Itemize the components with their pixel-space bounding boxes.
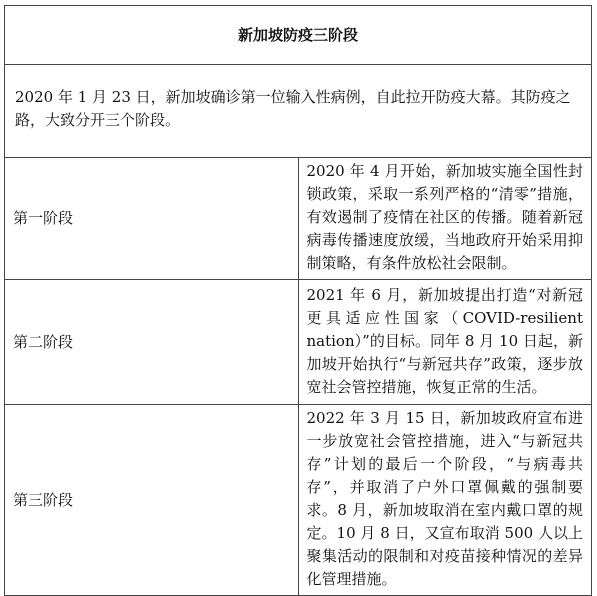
stage-row-3 xyxy=(5,405,592,596)
stage-3-text: 2022 年 3 月 15 日，新加坡政府宣布进一步放宽社会管控措施，进入“与新冠共存”计划的最后一个阶段，“与病毒共存”，并取消了户外口罩佩戴的强制要求。8 月，新加坡取消在室内戴口罩的规定。10 月 8 日，又宣布取消 500 人以上聚集活动的限制和对疫苗接种情况的差异化管理措施。 xyxy=(298,405,592,596)
stage-1-text: 2020 年 4 月开始，新加坡实施全国性封锁政策，采取一系列严格的“清零”措施，有效遏制了疫情在社区的传播。随着新冠病毒传播速度放缓，当地政府开始采用抑制策略，有条件放松社会限制。 xyxy=(298,158,592,280)
stage-row-1 xyxy=(5,158,592,280)
stage-2-label: 第二阶段 xyxy=(5,280,299,405)
title-row xyxy=(5,6,592,65)
stages-table xyxy=(4,5,592,596)
stage-2-text: 2021 年 6 月，新加坡提出打造“对新冠更具适应性国家（COVID-resilient nation）”的目标。同年 8 月 10 日起，新加坡开始执行“与新冠共存”政策，逐步放宽社会管控措施，恢复正常的生活。 xyxy=(298,280,592,405)
stage-3-label: 第三阶段 xyxy=(5,405,299,596)
table-title: 新加坡防疫三阶段 xyxy=(5,6,592,65)
stage-1-label: 第一阶段 xyxy=(5,158,299,280)
intro-paragraph: 2020 年 1 月 23 日，新加坡确诊第一位输入性病例，自此拉开防疫大幕。其防疫之路，大致分开三个阶段。 xyxy=(5,65,592,158)
intro-row xyxy=(5,65,592,158)
stage-row-2 xyxy=(5,280,592,405)
